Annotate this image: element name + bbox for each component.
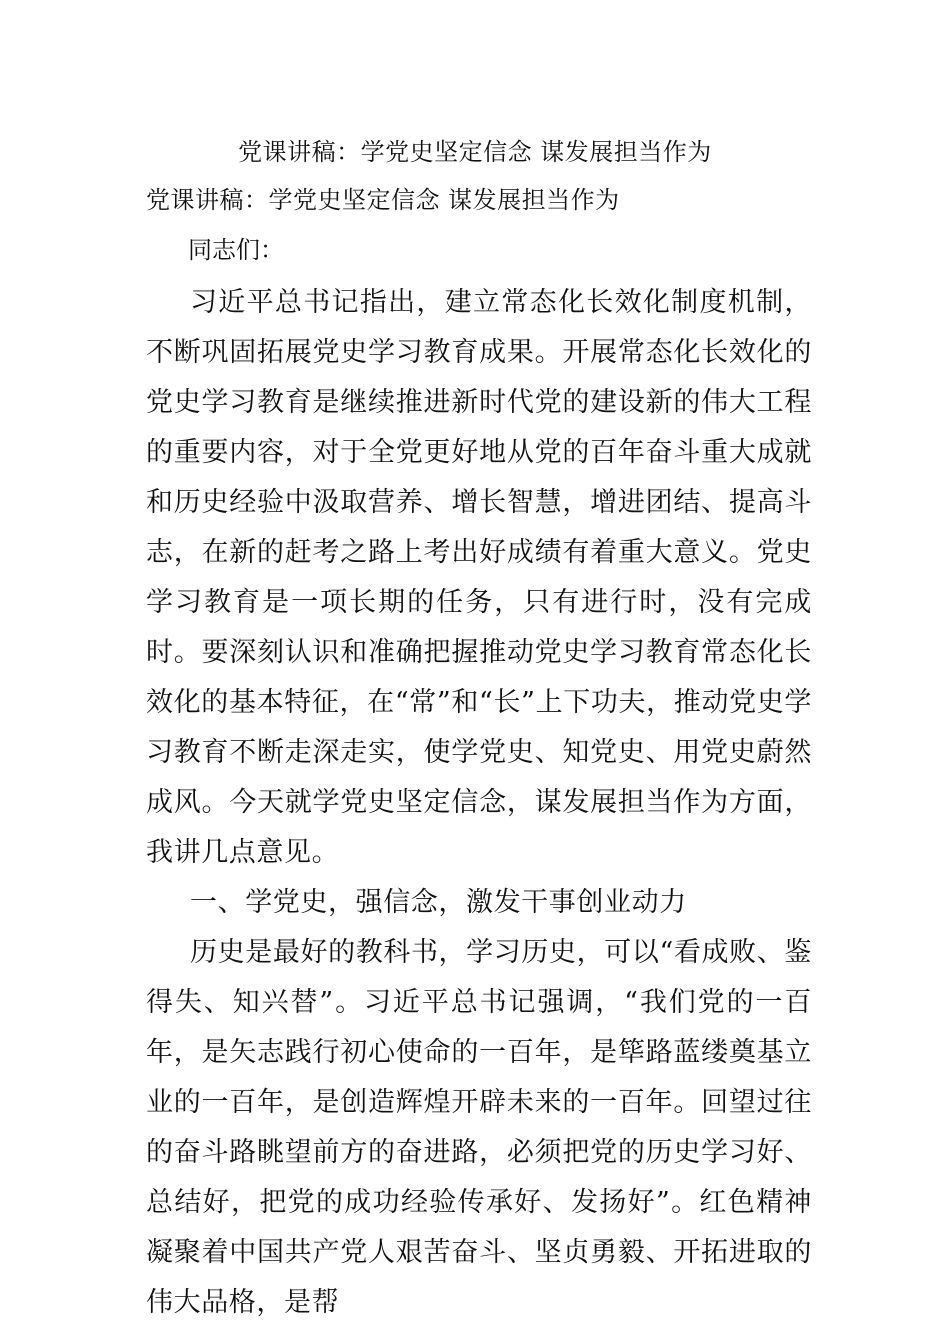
greeting: 同志们：	[188, 236, 284, 264]
document-title: 党课讲稿：学党史坚定信念 谋发展担当作为	[238, 138, 712, 166]
document-body	[146, 178, 812, 1328]
paragraph-intro: 习近平总书记指出，建立常态化长效化制度机制，不断巩固拓展党史学习教育成果。开展常态化长效化的党史学习教育是继续推进新时代党的建设新的伟大工程的重要内容，对于全党更好地从党的百年奋斗重大成就和历史经验中汲取营养、增长智慧，增进团结、提高斗志，在新的赶考之路上考出好成绩有着重大意义。党史学习教育是一项长期的任务，只有进行时，没有完成时。要深刻认识和准确把握推动党史学习教育常态化长效化的基本特征，在“常”和“长”上下功夫，推动党史学习教育不断走深走实，使学党史、知党史、用党史蔚然成风。今天就学党史坚定信念，谋发展担当作为方面，我讲几点意见。	[146, 287, 812, 868]
section-heading-1: 一、学党史，强信念，激发干事创业动力	[190, 887, 687, 918]
document-subtitle: 党课讲稿：学党史坚定信念 谋发展担当作为	[146, 186, 620, 214]
paragraph-history: 历史是最好的教科书，学习历史，可以“看成败、鉴得失、知兴替”。习近平总书记强调，“我们党的一百年，是矢志践行初心使命的一百年，是筚路蓝缕奠基立业的一百年，是创造辉煌开辟未来的一百年。回望过往的奋斗路眺望前方的奋进路，必须把党的历史学习好、总结好，把党的成功经验传承好、发扬好”。红色精神凝聚着中国共产党人艰苦奋斗、坚贞勇毅、开拓进取的伟大品格，是帮	[146, 937, 812, 1318]
